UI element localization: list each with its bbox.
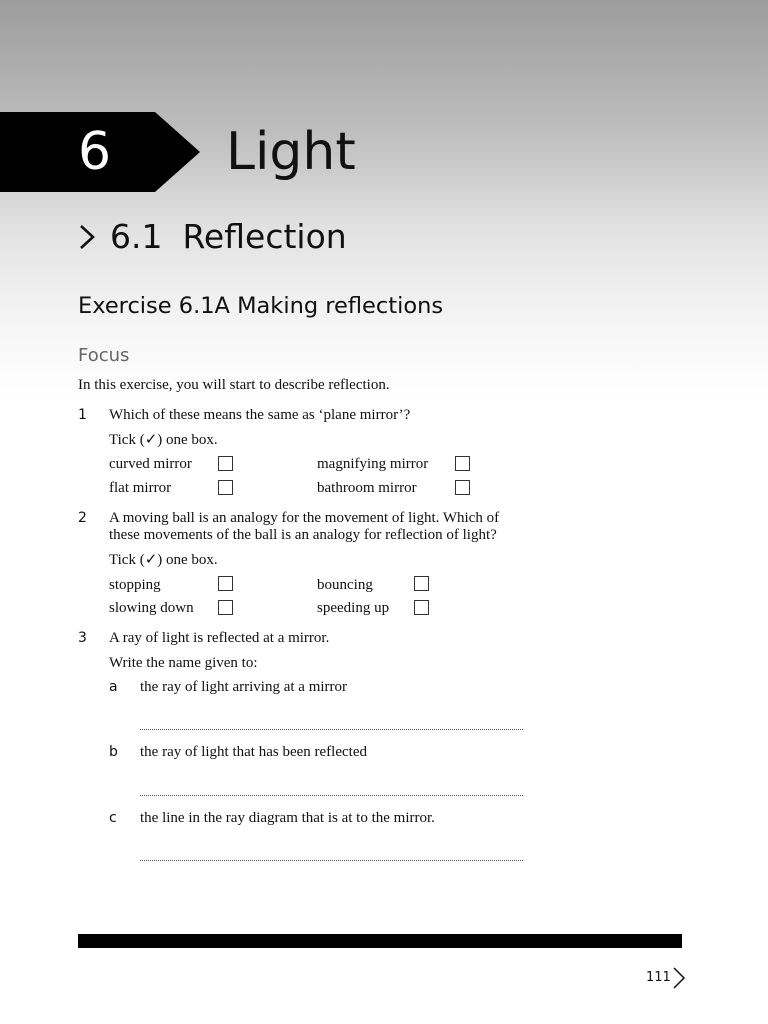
part-text: the line in the ray diagram that is at to the mirror. <box>140 810 435 826</box>
tick-box[interactable] <box>455 456 470 471</box>
question-text: these movements of the ball is an analogy for reflection of light? <box>109 527 497 543</box>
option-label: magnifying mirror <box>317 456 429 472</box>
tick-box[interactable] <box>218 480 233 495</box>
question-text: Which of these means the same as ‘plane mirror’? <box>109 407 411 423</box>
section-title <box>78 214 347 260</box>
section-number: 6.1 <box>110 217 163 256</box>
question-number: 2 <box>78 510 87 526</box>
option-label: bathroom mirror <box>317 480 417 496</box>
option-label: speeding up <box>317 600 390 616</box>
answer-line[interactable] <box>140 795 523 796</box>
tick-box[interactable] <box>414 576 429 591</box>
tick-box[interactable] <box>218 576 233 591</box>
part-letter: c <box>109 810 117 826</box>
question-text: A ray of light is reflected at a mirror. <box>109 630 330 646</box>
question-number: 3 <box>78 630 87 646</box>
page-number: 111 <box>646 970 671 985</box>
question-instruction: Tick (✓) one box. <box>109 552 218 568</box>
chevron-right-icon <box>78 224 96 250</box>
option-label: bouncing <box>317 577 373 593</box>
part-letter: a <box>109 679 118 695</box>
option-label: curved mirror <box>109 456 192 472</box>
option-label: slowing down <box>109 600 194 616</box>
tick-box[interactable] <box>455 480 470 495</box>
footer-bar <box>78 934 682 948</box>
tick-box[interactable] <box>414 600 429 615</box>
question-text: A moving ball is an analogy for the movement of light. Which of <box>109 510 500 526</box>
question-instruction: Write the name given to: <box>109 655 258 671</box>
tick-box[interactable] <box>218 456 233 471</box>
focus-intro: In this exercise, you will start to describe reflection. <box>78 377 390 393</box>
answer-line[interactable] <box>140 729 523 730</box>
chapter-number: 6 <box>78 122 112 182</box>
option-label: stopping <box>109 577 161 593</box>
chapter-title: Light <box>226 122 356 182</box>
part-letter: b <box>109 744 118 760</box>
tick-box[interactable] <box>218 600 233 615</box>
exercise-title: Exercise 6.1A Making reflections <box>78 293 444 319</box>
focus-heading: Focus <box>78 345 130 366</box>
question-instruction: Tick (✓) one box. <box>109 432 218 448</box>
section-name: Reflection <box>182 217 347 256</box>
question-number: 1 <box>78 407 87 423</box>
part-text: the ray of light arriving at a mirror <box>140 679 348 695</box>
next-page-chevron-icon <box>672 966 686 990</box>
part-text: the ray of light that has been reflected <box>140 744 367 760</box>
answer-line[interactable] <box>140 860 523 861</box>
option-label: flat mirror <box>109 480 172 496</box>
